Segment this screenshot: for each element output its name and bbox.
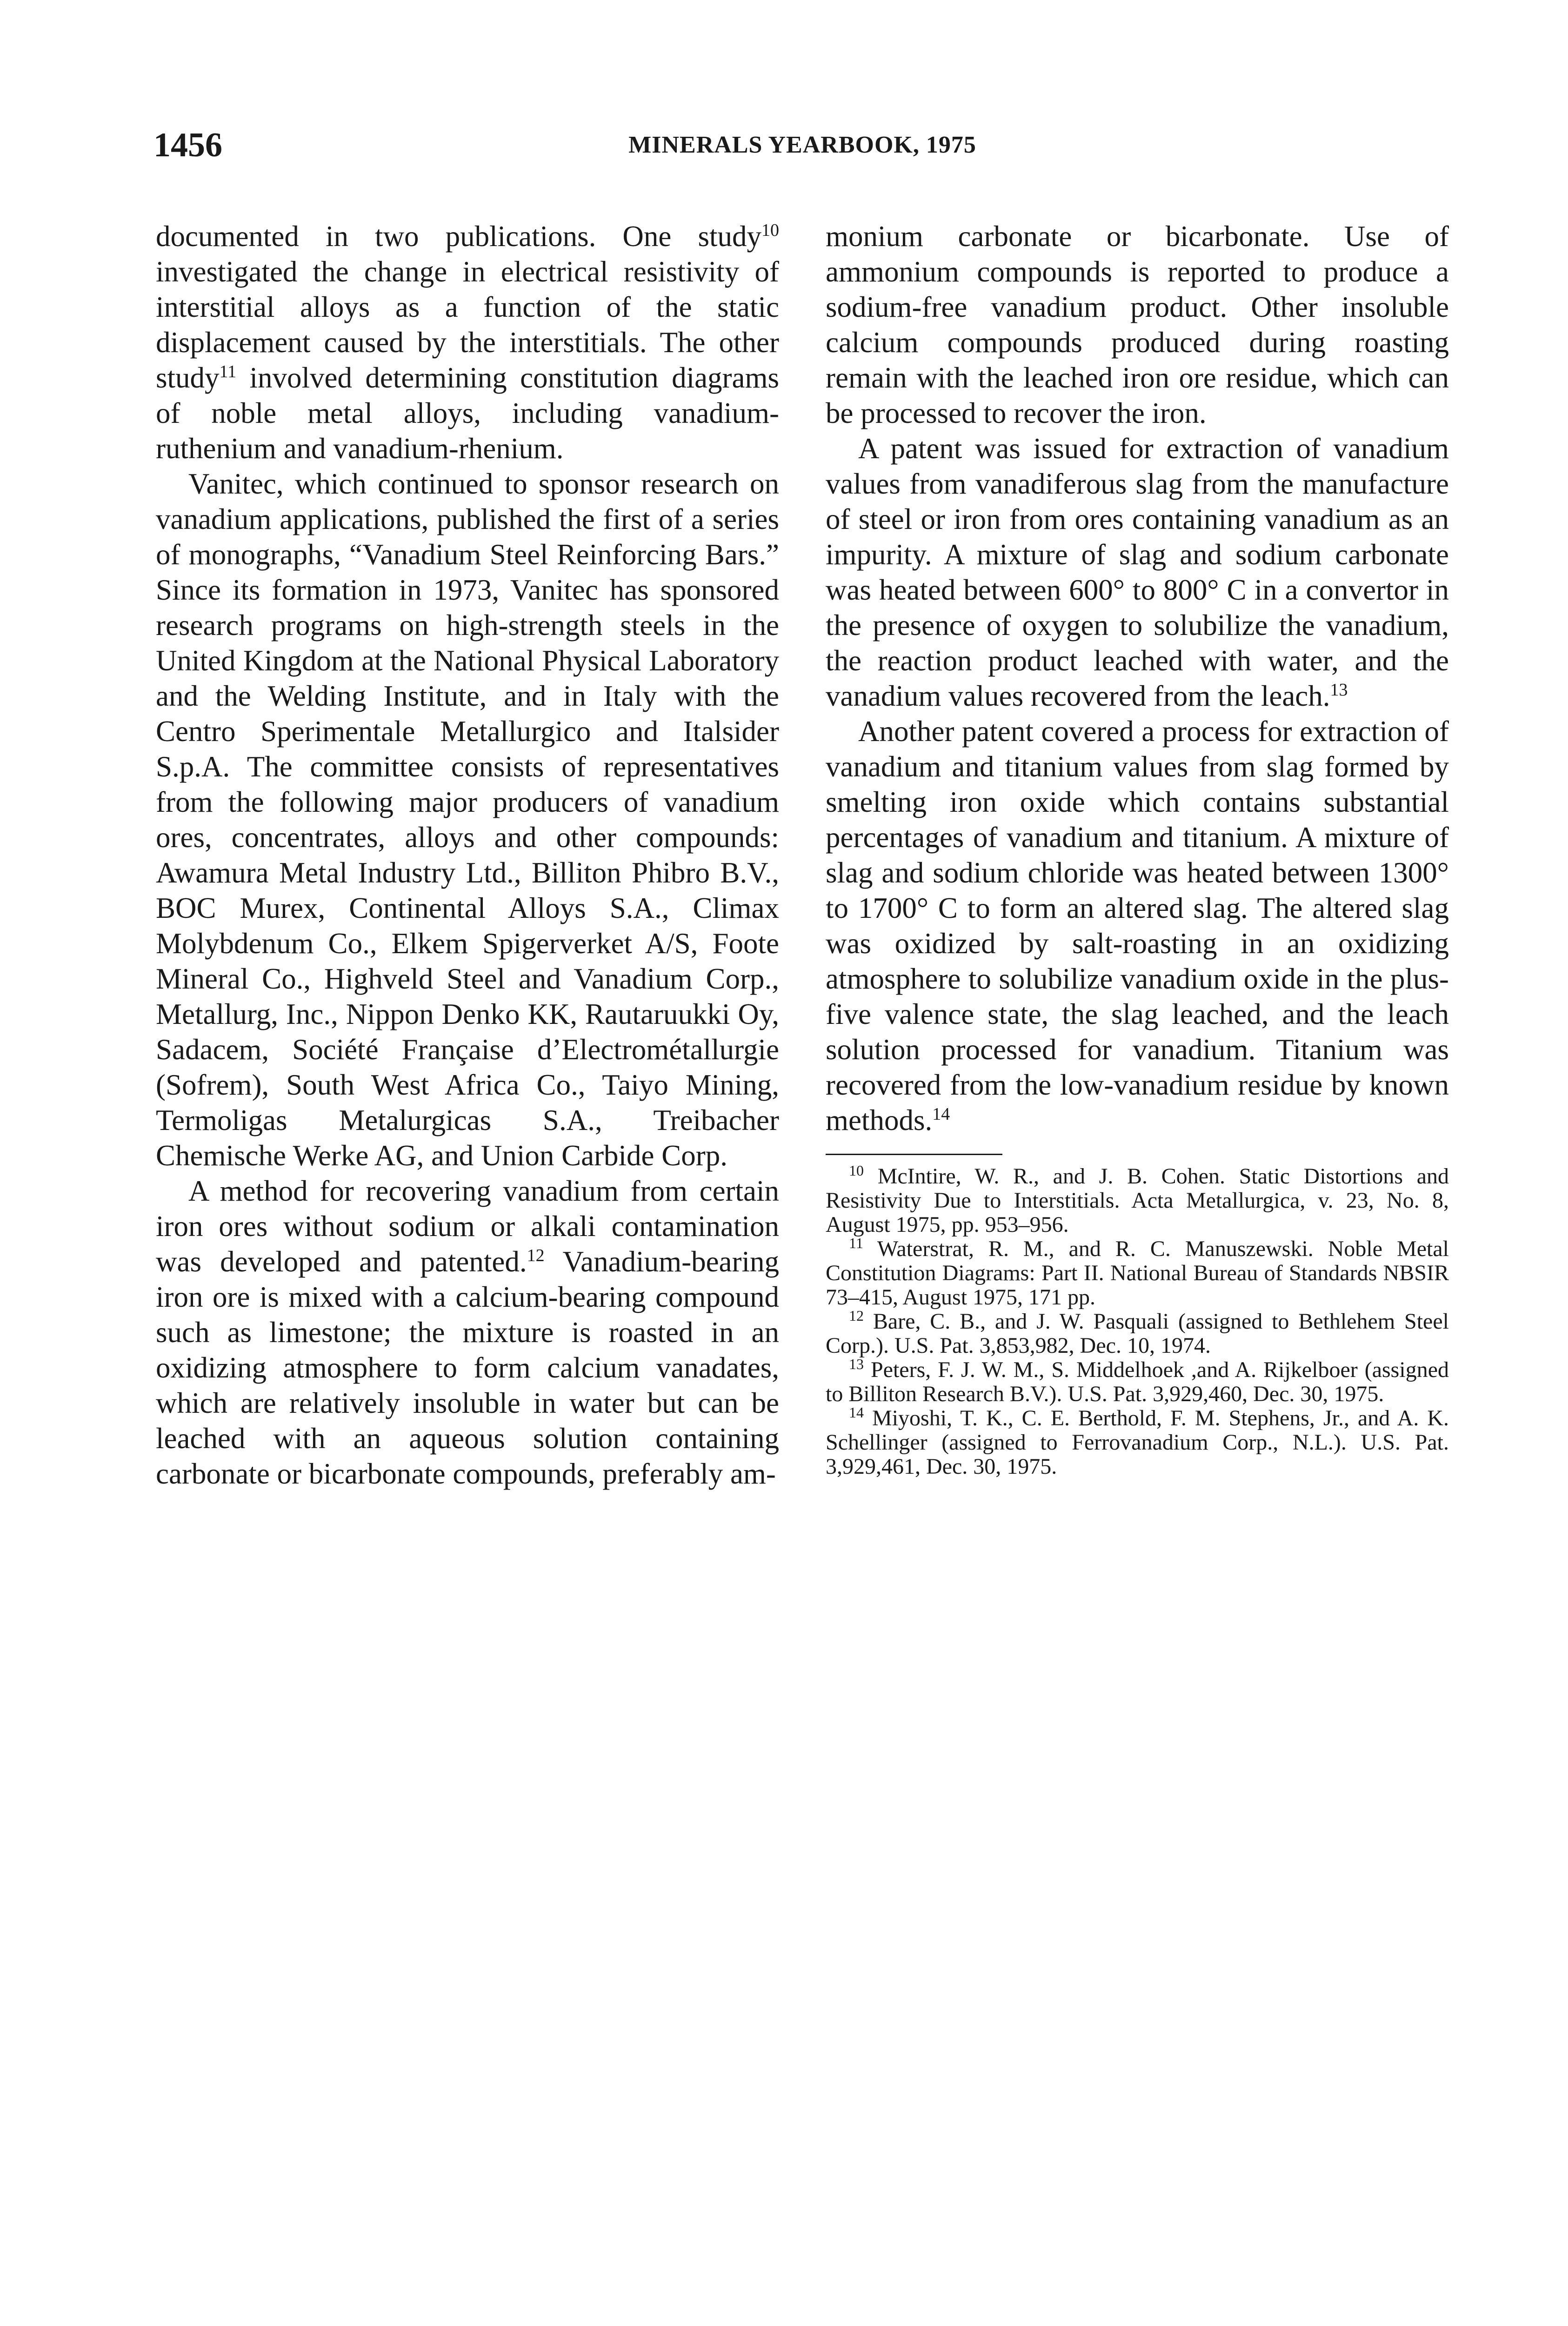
text: Vanadium-bearing iron ore is mixed with a calcium-bearing compound such as limestone; the mixture is roasted in an oxidizing atmosphere to form calcium vanadates, which are relatively insoluble in water but can be leached with an aqueous solution containing carbonate or bicarbonate compounds, preferably am-: [156, 1245, 779, 1490]
footnote-number: 12: [849, 1307, 864, 1324]
text: A method for recovering vanadium from certain iron ores without sodium or alkali contamination was developed and patented.: [156, 1175, 779, 1278]
footnote-text: Bare, C. B., and J. W. Pasquali (assigned to Bethlehem Steel Corp.). U.S. Pat. 3,853,982, Dec. 10, 1974.: [826, 1309, 1449, 1358]
paragraph-continued: monium carbonate or bicarbonate. Use of ammonium compounds is reported to produce a sodium-free vanadium product. Other insoluble calcium compounds produced during roasting remain with the leached iron ore residue, which can be processed to recover the iron.: [826, 220, 1449, 429]
text: involved determining constitution diagrams of noble metal alloys, including vanadium-ruthenium and vanadium-rhenium.: [156, 361, 779, 465]
footnote-text: McIntire, W. R., and J. B. Cohen. Static Distortions and Resistivity Due to Interstitials. Acta Metallurgica, v. 23, No. 8, August 1975, pp. 953–956.: [826, 1164, 1449, 1237]
paragraph-continued: [156, 219, 779, 466]
footnote-number: 14: [849, 1404, 864, 1421]
text: Another patent covered a process for extraction of vanadium and titanium values from slag formed by smelting iron oxide which contains substantial percentages of vanadium and titanium. A mixture of slag and sodium chloride was heated between 1300° to 1700° C to form an altered slag. The altered slag was oxidized by salt-roasting in an oxidizing atmosphere to solubilize vanadium oxide in the plus-five valence state, the slag leached, and the leach solution processed for vanadium. Titanium was recovered from the low-vanadium residue by known methods.: [826, 715, 1449, 1136]
footnote-ref: 13: [1330, 680, 1348, 700]
footnote-text: Miyoshi, T. K., C. E. Berthold, F. M. Stephens, Jr., and A. K. Schellinger (assigned to Ferrovanadium Corp., N.L.). U.S. Pat. 3,929,461, Dec. 30, 1975.: [826, 1406, 1449, 1479]
text: documented in two publications. One study: [156, 220, 761, 253]
footnote-ref: 11: [219, 362, 237, 381]
footnote-ref: 10: [761, 221, 779, 240]
footnote-text: Waterstrat, R. M., and R. C. Manuszewski. Noble Metal Constitution Diagrams: Part II. National Bureau of Standards NBSIR 73–415, August 1975, 171 pp.: [826, 1237, 1449, 1310]
text: A patent was issued for extraction of vanadium values from vanadiferous slag from the manufacture of steel or iron from ores containing vanadium as an impurity. A mixture of slag and sodium carbonate was heated between 600° to 800° C in a convertor in the presence of oxygen to solubilize the vanadium, the reaction product leached with water, and the vanadium values recovered from the leach.: [826, 432, 1449, 712]
page-number: 1456: [153, 126, 222, 164]
running-head: MINERALS YEARBOOK, 1975: [628, 132, 976, 158]
page-header: [153, 126, 1451, 177]
footnote: [826, 1358, 1449, 1406]
left-column: [156, 219, 779, 1491]
footnote-ref: 14: [932, 1104, 950, 1124]
paragraph-titanium-patent: [826, 714, 1449, 1138]
right-column: [826, 219, 1449, 1479]
footnote-divider: [826, 1154, 1002, 1155]
footnote-ref: 12: [527, 1246, 545, 1265]
text: investigated the change in electrical resistivity of interstitial alloys as a function of the static displacement caused by the interstitials. The other study: [156, 255, 779, 394]
footnote: [826, 1164, 1449, 1237]
paragraph-slag-patent: [826, 431, 1449, 714]
paragraph-recovery-method: [156, 1173, 779, 1491]
footnote-number: 10: [849, 1162, 864, 1179]
footnote-text: Peters, F. J. W. M., S. Middelhoek ,and A. Rijkelboer (assigned to Billiton Research B.V.). U.S. Pat. 3,929,460, Dec. 30, 1975.: [826, 1357, 1449, 1406]
footnote: [826, 1307, 1449, 1358]
footnote: [826, 1406, 1449, 1479]
footnotes: [826, 1164, 1449, 1479]
footnote-number: 13: [849, 1356, 864, 1372]
footnote: [826, 1237, 1449, 1310]
paragraph-vanitec: Vanitec, which continued to sponsor research on vanadium applications, published the first of a series of monographs, “Vanadium Steel Reinforcing Bars.” Since its formation in 1973, Vanitec has sponsored research programs on high-strength steels in the United Kingdom at the National Physical Laboratory and the Welding Institute, and in Italy with the Centro Sperimentale Metallurgico and Italsider S.p.A. The committee consists of representatives from the following major producers of vanadium ores, concentrates, alloys and other compounds: Awamura Metal Industry Ltd., Billiton Phibro B.V., BOC Murex, Continental Alloys S.A., Climax Molybdenum Co., Elkem Spigerverket A/S, Foote Mineral Co., Highveld Steel and Vanadium Corp., Metallurg, Inc., Nippon Denko KK, Rautaruukki Oy, Sadacem, Société Française d’Electrométallurgie (Sofrem), South West Africa Co., Taiyo Mining, Termoligas Metalurgicas S.A., Treibacher Chemische Werke AG, and Union Carbide Corp.: [156, 468, 779, 1172]
footnote-number: 11: [849, 1235, 863, 1251]
